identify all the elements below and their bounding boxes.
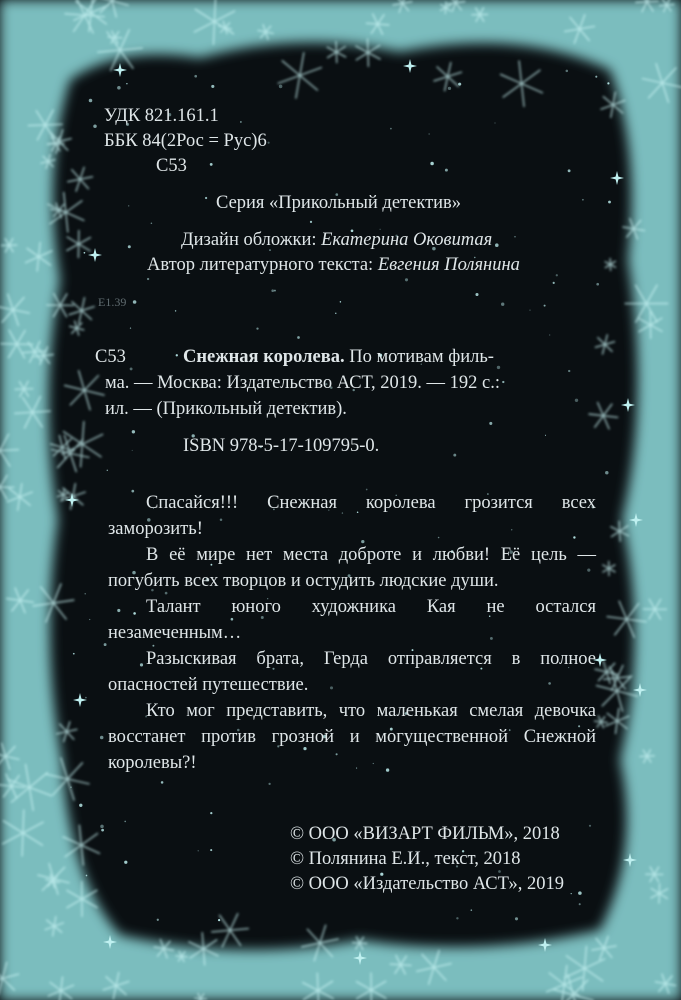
udk-code: УДК 821.161.1	[104, 106, 219, 126]
cover-design-label: Дизайн обложки:	[181, 230, 322, 250]
bib-line3: ил. — (Прикольный детектив).	[105, 399, 347, 419]
bibliographic-entry	[183, 344, 588, 370]
book-title: Снежная королева.	[183, 347, 345, 367]
code-mark: Е1.39	[98, 295, 127, 309]
bib-author-mark: С53	[95, 347, 126, 367]
copyright-line: © Полянина Е.И., текст, 2018	[290, 849, 521, 869]
annotation-paragraph: Талант юного художника Кая не остался незамеченным…	[108, 597, 596, 643]
annotation-paragraph: Разыскивая брата, Герда отправляется в полное опасностей путешествие.	[108, 649, 596, 695]
author-mark: С53	[156, 156, 187, 176]
text-author-label: Автор литературного текста:	[147, 255, 378, 275]
cover-designer-name: Екатерина Оковитая	[321, 230, 493, 250]
annotation-paragraph: В её мире нет места доброте и любви! Её цель — погубить всех творцов и остудить людские души.	[108, 545, 596, 591]
copyright-line: © ООО «ВИЗАРТ ФИЛЬМ», 2018	[290, 824, 560, 844]
bbk-code: ББК 84(2Рос = Рус)6	[104, 131, 267, 151]
annotation-paragraph: Кто мог представить, что маленькая смелая девочка восстанет против грозной и могущественной Снежной королевы?!	[108, 701, 596, 773]
copyright-line: © ООО «Издательство АСТ», 2019	[290, 874, 564, 894]
cover-design-credit	[181, 227, 492, 253]
text-author-credit	[147, 252, 520, 278]
annotation	[108, 490, 596, 776]
series-line: Серия «Прикольный детектив»	[216, 193, 462, 213]
bib-line2: ма. — Москва: Издательство АСТ, 2019. — 192 с.:	[105, 373, 500, 393]
annotation-paragraph: Спасайся!!! Снежная королева грозится всех заморозить!	[108, 493, 596, 539]
bib-line1-rest: По мотивам филь-	[344, 347, 494, 367]
text-author-name: Евгения Полянина	[377, 255, 520, 275]
isbn: ISBN 978-5-17-109795-0.	[183, 436, 380, 456]
